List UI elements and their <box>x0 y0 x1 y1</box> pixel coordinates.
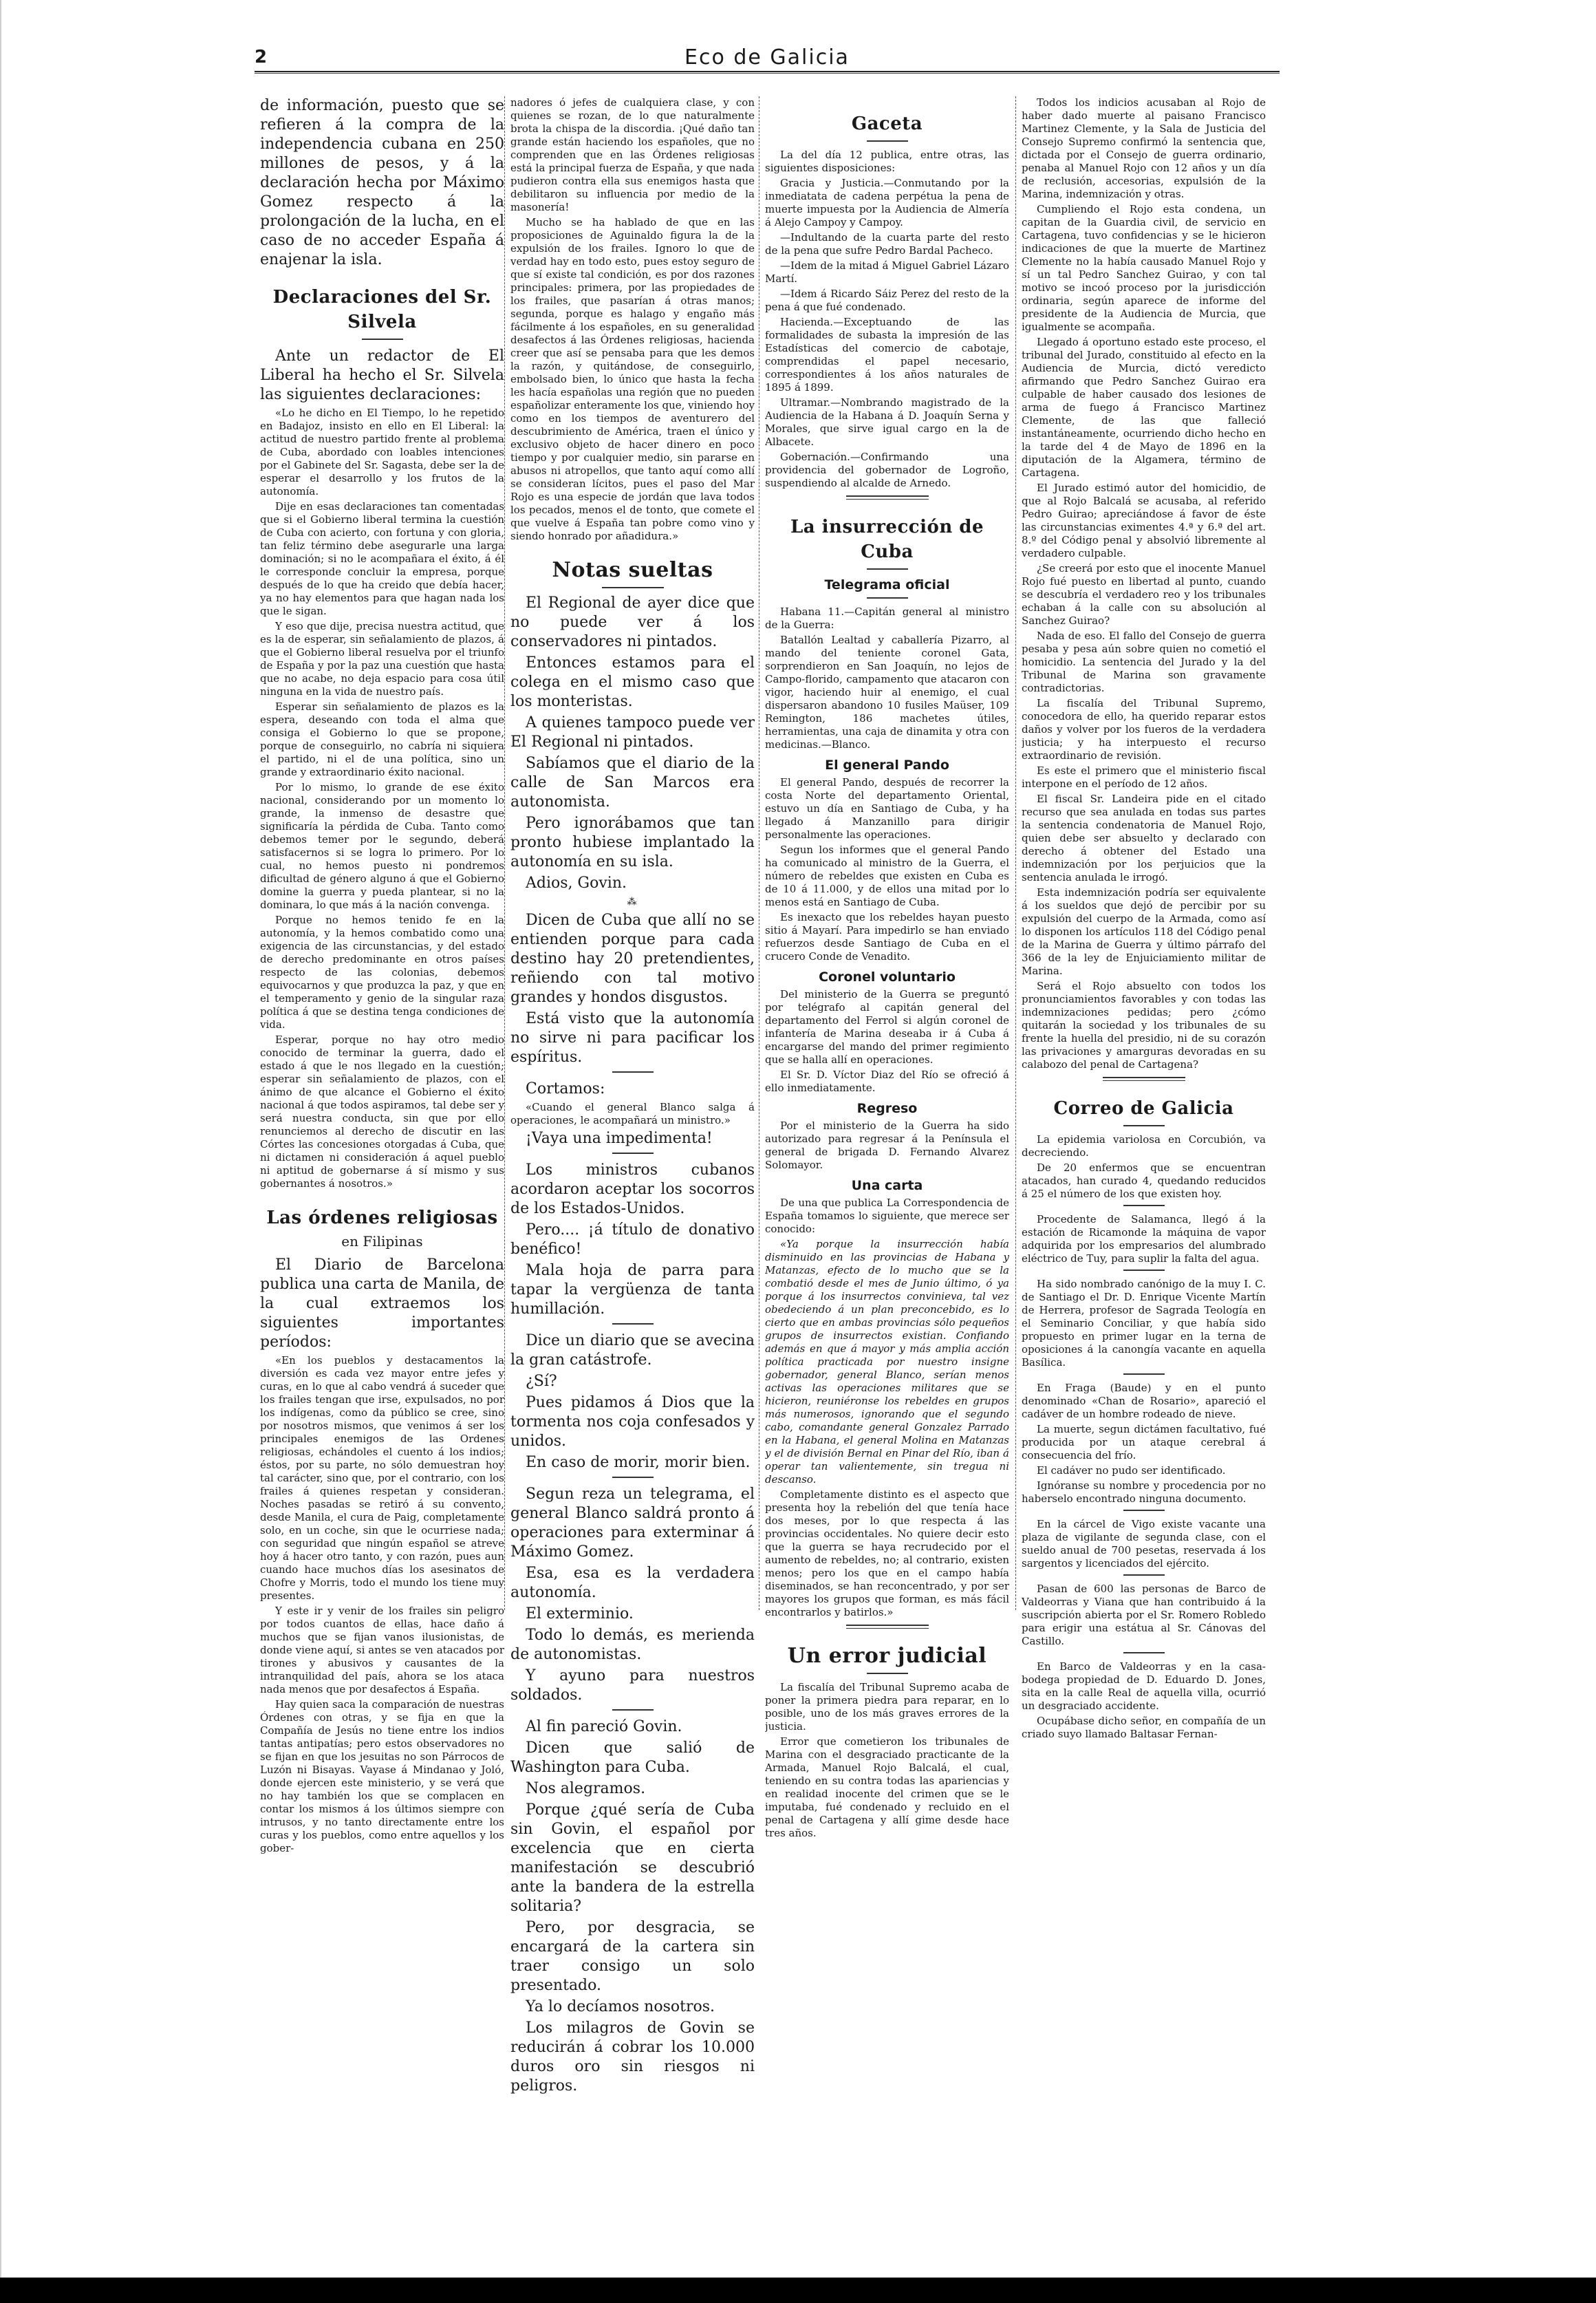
article-paragraph: Batallón Lealtad y caballería Pizarro, al mando del teniente coronel Gata, sorprendieron en San Joaquín, no lejos de Campo-florido, campamento que atacaron con vigor, haciendo huir al enemigo, el cual dispersaron abandono 10 fusiles Maüser, 109 Remington, 186 machetes útiles, herramientas, una caja de dinamita y otra con medicinas.—Blanco. <box>765 634 1009 751</box>
divider <box>867 1673 908 1674</box>
article-paragraph: Segun los informes que el general Pando ha comunicado al ministro de la Guerra, el número de rebeldes que existen en Cuba es de 10 á 11.000, y de ellos una mitad por lo menos está en Santiago de Cuba. <box>765 844 1009 908</box>
article-paragraph: Habana 11.—Capitán general al ministro de la Guerra: <box>765 606 1009 631</box>
headline-correo-galicia: Correo de Galicia <box>1053 1098 1234 1119</box>
divider <box>867 597 908 599</box>
column-4 <box>1022 96 1266 2257</box>
article-paragraph: Es inexacto que los rebeldes hayan puesto sitio á Mayarí. Para impedirlo se han enviado refuerzos desde Santiago de Cuba en el crucero Conde de Venadito. <box>765 911 1009 963</box>
article-paragraph: El Diario de Barcelona publica una carta de Manila, de la cual extraemos los siguientes importantes períodos: <box>260 1256 504 1351</box>
article-paragraph: Hacienda.—Exceptuando de las formalidades de subasta la impresión de las Estadísticas del comercio de cabotaje, comprendidas el papel necesario, correspondientes á los años naturales de 1895 á 1899. <box>765 316 1009 394</box>
divider <box>1123 1270 1165 1271</box>
note-paragraph: ¡Vaya una impedimenta! <box>526 1129 713 1147</box>
article-paragraph: «Ya porque la insurrección había disminuido en las provincias de Habana y Matanzas, efecto de lo mucho que se la combatió desde el mes de Junio último, ó ya porque á los insurrectos convinieva, tal vez obedeciendo á un plan preconcebido, es lo cierto que en ambas provincias sólo pequeños grupos de insurrectos existian. Confiando además en que á mayor y más amplia acción política practicada por nuestro insigne gobernador, general Blanco, serían menos activas las operaciones militares que se hicieron, reuniéronse los rebeldes en grupos más numerosos, ignorando que el segundo cabo, comandante general Gonzalez Parrado en la Habana, el general Molina en Matanzas y el de división Bernal en Pinar del Río, iban á operar tan valientemente, sin tregua ni descanso. <box>765 1238 1009 1486</box>
article-paragraph: ¿Se creerá por esto que el inocente Manuel Rojo fué puesto en libertad al punto, cuando se descubría el verdadero reo y los tribunales echaban á la calle con su absolución al Sanchez Guirao? <box>1022 562 1266 627</box>
headline-silvela: Declaraciones del Sr. Silvela <box>272 287 492 332</box>
article-paragraph: El fiscal Sr. Landeira pide en el citado recurso que sea anulada en todas sus partes la sentencia condenatoria de Manuel Rojo, quien debe ser absuelto y declarado con derecho á obtener del Estado una indemnización por los perjuicios que la sentencia anulada le irrogó. <box>1022 793 1266 883</box>
divider <box>1123 1125 1165 1126</box>
divider <box>602 587 664 588</box>
article-paragraph: Porque no hemos tenido fe en la autonomía, y la hemos combatido como una exigencia de las circunstancias, y del estado de derecho predominante en otros países respecto de las colonias, debemos equivocarnos y que produzca la paz, y que en el temperamento y genio de la singular raza política á que se destina tenga condiciones de vida. <box>260 914 504 1031</box>
subheading: Una carta <box>851 1178 923 1193</box>
note-paragraph: Mala hoja de parra para tapar la vergüenza de tanta humillación. <box>510 1261 755 1318</box>
masthead-title: Eco de Galicia <box>684 45 850 69</box>
article-paragraph: nadores ó jefes de cualquiera clase, y con quienes se rozan, de lo que naturalmente brota la chispa de la discordia. ¡Qué daño tan grande están haciendo los españoles, que no comprenden que en las Órdenes religiosas está la principal fuerza de España, y que nada pudieron contra ella sus enemigos hasta que debilitaron su influencia por medio de la masonería! <box>510 96 755 213</box>
note-paragraph: «Cuando el general Blanco salga á operaciones, le acompañará un ministro.» <box>510 1100 755 1126</box>
divider <box>1123 1510 1165 1511</box>
article-paragraph: Hay quien saca la comparación de nuestras Órdenes con otras, y se fija en que la Compañía de Jesús no tiene entre los indios tantas antipatías; pero estos observadores no se fijan en que los jesuitas no son Párrocos de Luzón ni Bisayas. Vayase á Mindanao y Joló, donde ejercen este ministerio, y se verá que no hay también los que se complacen en contar los mismos á los últimos siempre con intrusos, y no tanto directamente entre los curas y los pueblos, como entre aquellos y los gober- <box>260 1698 504 1854</box>
note-paragraph: Cortamos: <box>526 1080 605 1097</box>
news-item: La epidemia variolosa en Corcubión, va decreciendo. <box>1022 1133 1266 1159</box>
page-edge <box>0 0 1 2303</box>
note-paragraph: A quienes tampoco puede ver El Regional ni pintados. <box>510 714 755 751</box>
news-item: Pasan de 600 las personas de Barco de Valdeorras y Viana que han contribuido á la suscripción abierta por el Sr. Romero Robledo para erigir una estátua al Sr. Cánovas del Castillo. <box>1022 1583 1266 1647</box>
article-paragraph: Será el Rojo absuelto con todos los pronunciamientos favorables y con todas las indemnizaciones pedidas; pero ¿cómo quitarán la sociedad y los tribunales de su frente la huella del presidio, ni de su corazón las privaciones y amarguras devoradas en su calabozo del penal de Cartagena? <box>1022 980 1266 1071</box>
column-2 <box>510 96 755 2257</box>
article-paragraph: Esta indemnización podría ser equivalente á los sueldos que dejó de percibir por su expulsión del cuerpo de la Armada, como así lo disponen los artículos 118 del Código penal de la Marina de Guerra y último párrafo del 366 de la ley de Enjuiciamiento militar de Marina. <box>1022 886 1266 977</box>
article-paragraph: Ultramar.—Nombrando magistrado de la Audiencia de la Habana á D. Joaquín Serna y Morales, que sirve igual cargo en la de Albacete. <box>765 396 1009 448</box>
news-item: En Fraga (Baude) y en el punto denominado «Chan de Rosario», apareció el cadáver de un hombre rodeado de nieve. <box>1022 1382 1266 1420</box>
article-paragraph: Y este ir y venir de los frailes sin peligro por todos cuantos de ellas, hace daño á muchos que se fijan vanos ilusionistas, de donde viene aquí, si antes se ven atacados por tirones y abusivos y causantes de la intranquilidad del país, ahora se los ataca nada menos que por desafectos á España. <box>260 1605 504 1695</box>
subheading: Telegrama oficial <box>824 577 950 592</box>
note-paragraph: Pero.... ¡á título de donativo benéfico! <box>510 1221 755 1258</box>
column-divider <box>1015 96 1016 1610</box>
divider <box>612 1323 654 1325</box>
column-1 <box>260 96 504 2257</box>
note-paragraph: El exterminio. <box>526 1605 634 1622</box>
article-paragraph: La fiscalía del Tribunal Supremo acaba de poner la primera piedra para reparar, en lo posible, uno de los más graves errores de la justicia. <box>765 1681 1009 1733</box>
divider <box>846 495 929 500</box>
divider <box>1123 1373 1165 1375</box>
divider <box>867 568 908 570</box>
article-paragraph: Cumpliendo el Rojo esta condena, un capitan de la Guardia civil, de servicio en Cartagena, tuvo confidencias y se le hicieron indicaciones de que la muerte de Martinez Clemente no la había causado Manuel Rojo y sí un tal Pedro Sanchez Guirao, y con tal motivo se incoó proceso por la jurisdicción ordinaria, según aparece de informe del presidente de la Audiencia de Murcia, que igualmente se acompaña. <box>1022 203 1266 333</box>
article-paragraph: «En los pueblos y destacamentos la diversión es cada vez mayor entre jefes y curas, en lo que al cabo vendrá á suceder que los frailes tengan que irse, expulsados, no por los indígenas, como da público se cree, sino por nosotros mismos, que venimos á ser los principales enemigos de las Ordenes religiosas, echándoles el cuento á los indios; éstos, por su parte, no sólo demuestran hoy tal carácter, sino que, por el contrario, con los frailes á quienes respetan y consideran. Noches pasadas se retiró á su convento, desde Manila, el cura de Paig, completamente solo, en un coche, sin que le ocurriese nada; con seguridad que ningún español se atreve hoy á hacer otro tanto, y con razón, pues aun cuando hace muchos días los asesinatos de Chofre y Morris, todo el mundo los tiene muy presentes. <box>260 1354 504 1602</box>
header-rule <box>255 71 1280 74</box>
divider <box>1123 1574 1165 1576</box>
page-number: 2 <box>255 47 268 67</box>
news-item: En la cárcel de Vigo existe vacante una plaza de vigilante de segunda clase, con el sueldo anual de 700 pesetas, reservada á los sargentos y licenciados del ejército. <box>1022 1518 1266 1570</box>
column-3 <box>765 96 1009 2257</box>
news-item: Ocupábase dicho señor, en compañía de un criado suyo llamado Baltasar Fernan- <box>1022 1715 1266 1740</box>
note-paragraph: Todo lo demás, es merienda de autonomistas. <box>510 1626 755 1663</box>
note-paragraph: Está visto que la autonomía no sirve ni para pacificar los espíritus. <box>510 1009 755 1066</box>
note-paragraph: Entonces estamos para el colega en el mismo caso que los monteristas. <box>510 654 755 710</box>
article-paragraph: Es este el primero que el ministerio fiscal interpone en el período de 12 años. <box>1022 764 1266 790</box>
note-paragraph: Dice un diario que se avecina la gran catástrofe. <box>510 1331 755 1369</box>
headline-ordenes: Las órdenes religiosas <box>266 1208 498 1228</box>
page-header <box>255 43 1280 70</box>
subheading: El general Pando <box>825 758 949 773</box>
article-paragraph: Llegado á oportuno estado este proceso, el tribunal del Jurado, constituido al efecto en la Audiencia de Murcia, dictó veredicto afirmando que Pedro Sanchez Guirao era culpable de haber causado dos lesiones de arma de fuego á Francisco Martinez Clemente, de las que falleció instantáneamente, ocurriendo dicho hecho en la tarde del 4 de Mayo de 1896 en la diputación de la Algamera, término de Cartagena. <box>1022 336 1266 479</box>
article-paragraph: El Sr. D. Víctor Diaz del Río se ofreció á ello inmediatamente. <box>765 1069 1009 1094</box>
note-paragraph: Pero ignorábamos que tan pronto hubiese implantado la autonomía en su isla. <box>510 814 755 870</box>
divider <box>867 140 908 142</box>
divider <box>846 1625 929 1629</box>
article-paragraph: —Indultando de la cuarta parte del resto de la pena que sufre Pedro Bardal Pacheco. <box>765 231 1009 257</box>
article-paragraph: Por lo mismo, lo grande de ese éxito nacional, considerando por un momento lo grande, la inmenso de desastre que significaría la pérdida de Cuba. Tanto como debemos temer por le segundo, deberá satisfacernos si se logra lo primero. Por lo cual, no hemos puesto ni pondremos dificultad de género alguno á que el Gobierno domine la guerra y pueda plantear, si no la dominara, lo que más á la nación convenga. <box>260 781 504 911</box>
article-paragraph: Y eso que dije, precisa nuestra actitud, que es la de esperar, sin señalamiento de plazos, á que el Gobierno liberal resuelva por el triunfo de España y por la paz una cuestión que hasta que no acabe, no deja espacio para cosa útil ninguna en la vida de nuestro país. <box>260 620 504 698</box>
note-paragraph: Ya lo decíamos nosotros. <box>526 1997 715 2015</box>
article-paragraph: «Lo he dicho en El Tiempo, lo he repetido en Badajoz, insisto en ello en El Liberal: la actitud de nuestro partido frente al problema de Cuba, abordado con loables intenciones por el Gabinete del Sr. Sagasta, debe ser la de esperar el desarrollo y los frutos de la autonomía. <box>260 407 504 497</box>
article-paragraph: Del ministerio de la Guerra se preguntó por telégrafo al capitán general del departamento del Ferrol si algún coronel de infantería de Marina deseaba ir á Cuba á encargarse del mando del primer regimiento que se halla allí en operaciones. <box>765 988 1009 1066</box>
article-paragraph: Ante un redactor de El Liberal ha hecho el Sr. Silvela las siguientes declaraciones: <box>260 347 504 403</box>
note-paragraph: Segun reza un telegrama, el general Blanco saldrá pronto á operaciones para exterminar á Máximo Gomez. <box>510 1485 755 1561</box>
article-paragraph: Mucho se ha hablado de que en las proposiciones de Aguinaldo figura la de la expulsión de los frailes. Ignoro lo que de verdad hay en todo esto, pues estoy seguro de que sí existe tal condición, es por dos razones principales: primera, por las propiedades de los frailes, que pasarían á otras manos; segunda, porque es halago y engaño más fácilmente á los españoles, en su generalidad desafectos á las Órdenes religiosas, hacienda creer que así se pensaba para que les demos la razón, y quitándose, de conseguirlo, embolsado bien, lo único que hasta la fecha les hacía españolas una región que no pueden españolizar enteramente los que, viniendo hoy como en los tiempos de aventurero del descubrimiento de América, traen el único y exclusivo objeto de hacer dinero en poco tiempo y por cualquier medio, sin pararse en abusos ni atropellos, que tanto aquí como allí se consideran lícitos, pues el paso del Mar Rojo es una especie de jordán que lava todos los pecados, menos el de tonto, que comete el que vuelve á España tan pobre como vino y siendo honrado por añadidura.» <box>510 216 755 542</box>
note-paragraph: El Regional de ayer dice que no puede ver á los conservadores ni pintados. <box>510 594 755 650</box>
subheading: Regreso <box>856 1101 918 1116</box>
divider <box>1123 1205 1165 1206</box>
news-item: Ha sido nombrado canónigo de la muy I. C. de Santiago el Dr. D. Enrique Vicente Martín de Herrera, profesor de Sagrada Teología en el Seminario Conciliar, y que había sido propuesto en primer lugar en la terna de oposiciones á la canongía vacante en aquella Basílica. <box>1022 1278 1266 1369</box>
article-paragraph: Esperar, porque no hay otro medio conocido de terminar la guerra, dado el estado á que le nos llegado en la cuestión; esperar sin señalamiento de plazos, con el ánimo de que alcance el Gobierno el éxito nacional á que todos aspiramos, tal debe ser y será nuestra conducta, sin que por ello renunciemos al derecho de discutir en las Córtes las concesiones otorgadas á Cuba, que ni dictamen ni consideración á aquel pueblo ni aptitud de gobernarse á sí mismo y sus gobernantes á nosotros.» <box>260 1033 504 1190</box>
headline-error-judicial: Un error judicial <box>787 1644 987 1668</box>
news-item: Ignóranse su nombre y procedencia por no haberselo encontrado ninguna documento. <box>1022 1479 1266 1505</box>
headline-gaceta: Gaceta <box>851 114 923 134</box>
news-item: En Barco de Valdeorras y en la casa-bodega propiedad de D. Eduardo D. Jones, sita en la calle Real de aquella villa, ocurrió un desgraciado accidente. <box>1022 1660 1266 1712</box>
divider <box>1123 1652 1165 1653</box>
column-divider <box>504 96 505 1610</box>
article-paragraph: De una que publica La Correspondencia de España tomamos lo siguiente, que merece ser conocido: <box>765 1197 1009 1235</box>
note-paragraph: Esa, esa es la verdadera autonomía. <box>510 1564 755 1601</box>
headline-subtitle: en Filipinas <box>341 1233 423 1250</box>
scan-border <box>0 2278 1596 2303</box>
note-paragraph: Pues pidamos á Dios que la tormenta nos coja confesados y unidos. <box>510 1393 755 1450</box>
divider <box>362 339 403 340</box>
article-paragraph: de información, puesto que se refieren á la compra de la independencia cubana en 250 millones de pesos, y á la declaración hecha por Máximo Gomez respecto á la prolongación de la lucha, en el caso de no acceder España á enajenar la isla. <box>260 97 504 268</box>
news-item: La muerte, segun dictámen facultativo, fué producida por un ataque cerebral á consecuencia del frío. <box>1022 1423 1266 1461</box>
separator-mark: ⁂ <box>627 896 638 908</box>
article-paragraph: El Jurado estimó autor del homicidio, de que al Rojo Balcalá se acusaba, al referido Pedro Guirao; apreciándose á favor de éste las circunstancias eximentes 4.ª y 6.ª del art. 8.º del Código penal y absolvió libremente al verdadero culpable. <box>1022 482 1266 559</box>
article-paragraph: La fiscalía del Tribunal Supremo, conocedora de ello, ha querido reparar estos daños y volver por los fueros de la verdadera justicia; y ha interpuesto el recurso extraordinario de revisión. <box>1022 697 1266 762</box>
article-paragraph: El general Pando, después de recorrer la costa Norte del departamento Oriental, estuvo un día en Santiago de Cuba, y ha llegado á Manzanillo para dirigir personalmente las operaciones. <box>765 776 1009 841</box>
article-paragraph: —Idem á Ricardo Sáiz Perez del resto de la pena á que fué condenado. <box>765 288 1009 313</box>
note-paragraph: Dicen que salió de Washington para Cuba. <box>510 1739 755 1776</box>
subheading: Coronel voluntario <box>819 970 956 985</box>
note-paragraph: ¿Sí? <box>526 1372 557 1390</box>
article-paragraph: Nada de eso. El fallo del Consejo de guerra pesaba y pesa aún sobre quien no cometió el homicidio. La sentencia del Jurado y la del Tribunal de Marina son gravamente contradictorias. <box>1022 630 1266 694</box>
note-paragraph: Pero, por desgracia, se encargará de la cartera sin traer consigo un solo presentado. <box>510 1918 755 1994</box>
note-paragraph: Y ayuno para nuestros soldados. <box>510 1667 755 1704</box>
note-paragraph: Adios, Govin. <box>526 874 627 892</box>
article-paragraph: Gracia y Justicia.—Conmutando por la inmediatata de cadena perpétua la pena de muerte impuesta por la Audiencia de Almería á Alejo Campoy y Campoy. <box>765 177 1009 228</box>
divider <box>612 1153 654 1154</box>
article-paragraph: —Idem de la mitad á Miguel Gabriel Lázaro Martí. <box>765 259 1009 285</box>
article-paragraph: Dije en esas declaraciones tan comentadas que si el Gobierno liberal termina la cuestión de Cuba con acierto, con fortuna y con gloria, tan feliz término debe asegurarle una larga dominación; si no le acompañara el éxito, á él le corresponde concluir la empresa, porque después de lo que ha creido que debía hacer, ya no hay elementos para que hagan nada los que le sigan. <box>260 500 504 617</box>
article-paragraph: Completamente distinto es el aspecto que presenta hoy la rebelión del que tenía hace dos meses, por lo que respecta á las provincias occidentales. No quiere decir esto que la guerra se haya recrudecido por el aumento de rebeldes, no; al contrario, existen menos; pero los que en el campo había diseminados, se han reconcentrado, y por ser mayores los grupos que forman, es más fácil encontrarlos y batirlos.» <box>765 1488 1009 1618</box>
headline-notas: Notas sueltas <box>552 558 713 582</box>
article-paragraph: Esperar sin señalamiento de plazos es la espera, deseando con toda el alma que consiga el Gobierno lo que se propone, porque de conseguirlo, no cabría ni siquiera el partido, ni el de una política, sino un grande y extraordinario éxito nacional. <box>260 700 504 778</box>
headline-insurreccion: La insurrección de Cuba <box>790 517 984 562</box>
divider <box>1103 1077 1185 1081</box>
news-item: Procedente de Salamanca, llegó á la estación de Ricamonde la máquina de vapor adquirida por los empresarios del alumbrado eléctrico de Tuy, para suplir la falta del agua. <box>1022 1213 1266 1265</box>
article-paragraph: Todos los indicios acusaban al Rojo de haber dado muerte al paisano Francisco Martinez Clemente, y la Sala de Justicia del Consejo Supremo confirmó la sentencia que, dictada por el Consejo de guerra ordinario, penaba al Manuel Rojo con 12 años y un día de reclusión, accesorias, expulsión de la Marina, indemnización y otras. <box>1022 96 1266 200</box>
article-paragraph: Gobernación.—Confirmando una providencia del gobernador de Logroño, suspendiendo al alcalde de Arnedo. <box>765 451 1009 489</box>
note-paragraph: Los milagros de Govin se reducirán á cobrar los 10.000 duros oro sin riesgos ni peligros. <box>510 2019 755 2095</box>
note-paragraph: En caso de morir, morir bien. <box>526 1453 751 1471</box>
note-paragraph: Nos alegramos. <box>526 1779 646 1797</box>
note-paragraph: Porque ¿qué sería de Cuba sin Govin, el español por excelencia que en cierta manifestación se descubrió ante la bandera de la estrella solitaria? <box>510 1801 755 1915</box>
note-paragraph: Los ministros cubanos acordaron aceptar los socorros de los Estados-Unidos. <box>510 1161 755 1217</box>
divider <box>612 1071 654 1073</box>
article-paragraph: La del día 12 publica, entre otras, las siguientes disposiciones: <box>765 149 1009 174</box>
note-paragraph: Sabíamos que el diario de la calle de San Marcos era autonomista. <box>510 754 755 811</box>
article-paragraph: Por el ministerio de la Guerra ha sido autorizado para regresar á la Península el general de brigada D. Fernando Alvarez Solomayor. <box>765 1120 1009 1171</box>
note-paragraph: Al fin pareció Govin. <box>526 1717 682 1735</box>
news-item: El cadáver no pudo ser identificado. <box>1037 1464 1226 1477</box>
note-paragraph: Dicen de Cuba que allí no se entienden porque para cada destino hay 20 pretendientes, reñiendo con tal motivo grandes y hondos disgustos. <box>510 911 755 1006</box>
news-item: De 20 enfermos que se encuentran atacados, han curado 4, quedando reducidos á 25 el número de los que existen hoy. <box>1022 1161 1266 1200</box>
article-paragraph: Error que cometieron los tribunales de Marina con el desgraciado practicante de la Armada, Manuel Rojo Balcalá, el cual, teniendo en su contra todas las apariencias y en realidad inocente del crimen que se le imputaba, fué condenado y recluido en el penal de Cartagena y allí gime desde hace tres años. <box>765 1735 1009 1839</box>
divider <box>612 1477 654 1478</box>
divider <box>612 1709 654 1711</box>
